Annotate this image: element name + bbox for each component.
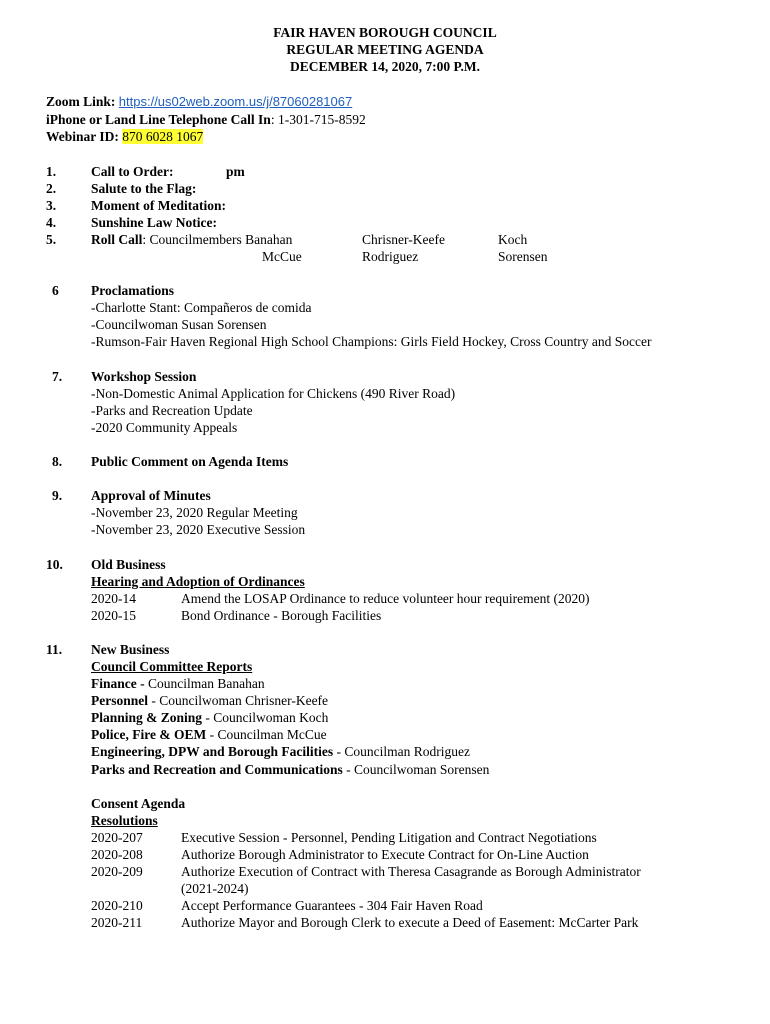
committee-report [91, 743, 470, 760]
committee-member: - Councilwoman Koch [202, 710, 329, 725]
roll-call-mccue: McCue [262, 249, 302, 264]
item-number: 4. [46, 215, 57, 230]
resolutions-subtitle: Resolutions [91, 813, 158, 828]
ordinance-desc: Amend the LOSAP Ordinance to reduce volunteer hour requirement (2020) [181, 591, 590, 606]
ordinance-code: 2020-15 [91, 608, 136, 623]
committee-name: Engineering, DPW and Borough Facilities [91, 744, 334, 759]
resolution-desc: Executive Session - Personnel, Pending Litigation and Contract Negotiations [181, 830, 597, 845]
committee-reports-subtitle: Council Committee Reports [91, 659, 253, 674]
roll-call-koch: Koch [498, 232, 528, 247]
resolution-desc: Accept Performance Guarantees - 304 Fair Haven Road [181, 898, 483, 913]
item-number: 2. [46, 181, 57, 196]
workshop-item: -Non-Domestic Animal Application for Chickens (490 River Road) [91, 386, 456, 401]
ordinance-code: 2020-14 [91, 591, 136, 606]
agenda-header [0, 24, 770, 75]
webinar-line [46, 128, 203, 145]
roll-call-members: : Councilmembers Banahan [142, 232, 293, 247]
committee-name: Planning & Zoning [91, 710, 203, 725]
roll-call-label: Roll Call [91, 232, 143, 247]
zoom-link[interactable]: https://us02web.zoom.us/j/87060281067 [118, 94, 353, 109]
resolution-desc-cont: (2021-2024) [181, 881, 249, 896]
committee-member: - Councilwoman Sorensen [342, 762, 490, 777]
item-number: 10. [46, 557, 63, 572]
ordinances-subtitle: Hearing and Adoption of Ordinances [91, 574, 305, 589]
ordinance-desc: Bond Ordinance - Borough Facilities [181, 608, 382, 623]
moment-of-meditation: Moment of Meditation: [91, 198, 226, 213]
minutes-item: -November 23, 2020 Executive Session [91, 522, 306, 537]
committee-report [91, 726, 327, 743]
workshop-title: Workshop Session [91, 369, 197, 384]
item-number: 5. [46, 232, 57, 247]
salute-to-flag: Salute to the Flag: [91, 181, 197, 196]
resolution-code: 2020-209 [91, 864, 143, 879]
item-number: 1. [46, 164, 57, 179]
zoom-link-line [46, 93, 352, 110]
resolution-desc: Authorize Mayor and Borough Clerk to execute a Deed of Easement: McCarter Park [181, 915, 639, 930]
roll-call-rodriguez: Rodriguez [362, 249, 419, 264]
workshop-item: -Parks and Recreation Update [91, 403, 253, 418]
sunshine-law-notice: Sunshine Law Notice: [91, 215, 218, 230]
committee-report [91, 709, 328, 726]
workshop-item: -2020 Community Appeals [91, 420, 238, 435]
resolution-code: 2020-208 [91, 847, 143, 862]
committee-member: Councilman Banahan [144, 676, 265, 691]
agenda-title: REGULAR MEETING AGENDA [286, 42, 484, 57]
committee-report [91, 692, 328, 709]
consent-agenda-title: Consent Agenda [91, 796, 186, 811]
item-number: 7. [52, 369, 63, 384]
committee-member: - Councilman Rodriguez [333, 744, 471, 759]
committee-name: Finance - [91, 676, 145, 691]
zoom-link-label: Zoom Link: [46, 94, 116, 109]
resolution-code: 2020-207 [91, 830, 143, 845]
committee-name: Personnel [91, 693, 148, 708]
proclamation-item: -Councilwoman Susan Sorensen [91, 317, 267, 332]
call-to-order-pm: pm [226, 164, 245, 179]
item-number: 8. [52, 454, 63, 469]
resolution-code: 2020-211 [91, 915, 143, 930]
public-comment-title: Public Comment on Agenda Items [91, 454, 289, 469]
webinar-id: 870 6028 1067 [122, 129, 204, 144]
committee-report [91, 675, 265, 692]
committee-report [91, 761, 489, 778]
proclamation-item: -Charlotte Stant: Compañeros de comida [91, 300, 312, 315]
meeting-date: DECEMBER 14, 2020, 7:00 P.M. [289, 59, 480, 74]
phone-label: iPhone or Land Line Telephone Call In [46, 112, 271, 127]
proclamation-item: -Rumson-Fair Haven Regional High School Champions: Girls Field Hockey, Cross Country and Soccer [91, 334, 652, 349]
item-number: 11. [46, 642, 63, 657]
webinar-label: Webinar ID: [46, 129, 119, 144]
minutes-item: -November 23, 2020 Regular Meeting [91, 505, 298, 520]
phone-line [46, 111, 366, 128]
item-number: 9. [52, 488, 63, 503]
committee-name: Parks and Recreation and Communications [91, 762, 343, 777]
new-business-title: New Business [91, 642, 170, 657]
committee-name: Police, Fire & OEM [91, 727, 207, 742]
roll-call-sorensen: Sorensen [498, 249, 548, 264]
phone-number: : 1-301-715-8592 [270, 112, 366, 127]
minutes-title: Approval of Minutes [91, 488, 211, 503]
old-business-title: Old Business [91, 557, 166, 572]
resolution-desc: Authorize Borough Administrator to Execute Contract for On-Line Auction [181, 847, 589, 862]
proclamations-title: Proclamations [91, 283, 174, 298]
council-name: FAIR HAVEN BOROUGH COUNCIL [273, 25, 497, 40]
roll-call-chrisner-keefe: Chrisner-Keefe [362, 232, 445, 247]
resolution-desc: Authorize Execution of Contract with Theresa Casagrande as Borough Administrator [181, 864, 641, 879]
committee-member: - Councilwoman Chrisner-Keefe [148, 693, 329, 708]
resolution-code: 2020-210 [91, 898, 143, 913]
committee-member: - Councilman McCue [206, 727, 327, 742]
roll-call-line [91, 231, 292, 248]
call-to-order: Call to Order: [91, 164, 174, 179]
item-number: 3. [46, 198, 57, 213]
item-number: 6 [52, 283, 59, 298]
